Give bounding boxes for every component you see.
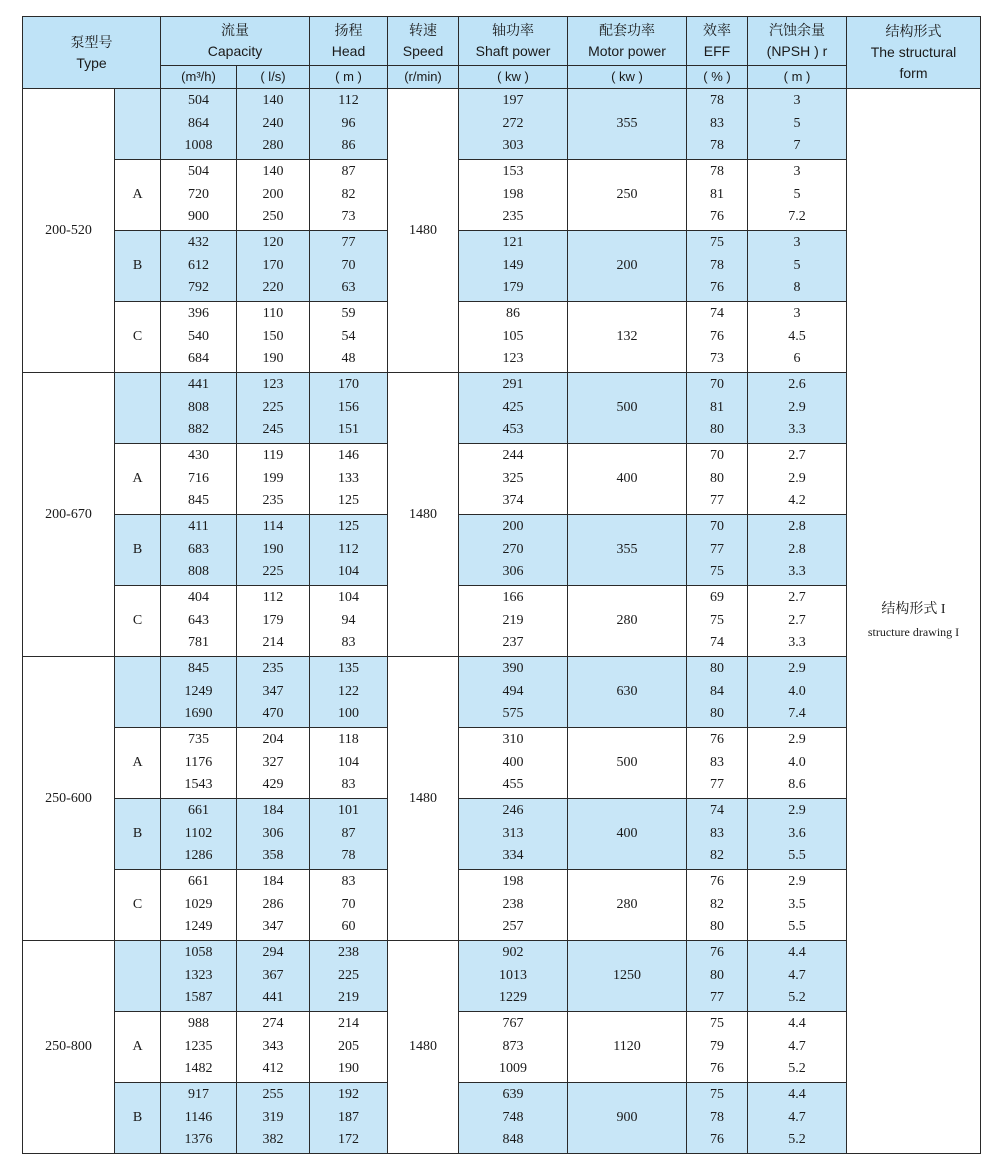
variant-cell: C — [115, 302, 161, 373]
variant-cell: C — [115, 870, 161, 941]
header-structure — [847, 17, 981, 89]
head-cell: 112 96 86 — [310, 89, 388, 160]
unit-shaft: ( kw ) — [459, 66, 568, 89]
head-cell: 101 87 78 — [310, 799, 388, 870]
motor-power-cell: 500 — [568, 373, 687, 444]
pump-type-cell: 200-670 — [23, 373, 115, 657]
eff-cell: 78 83 78 — [687, 89, 748, 160]
head-cell: 170 156 151 — [310, 373, 388, 444]
header-capacity — [161, 17, 310, 66]
header-eff-cn: 效率 — [703, 22, 731, 38]
header-npsh — [748, 17, 847, 66]
npsh-cell: 4.4 4.7 5.2 — [748, 941, 847, 1012]
speed-cell: 1480 — [388, 89, 459, 373]
motor-power-cell: 280 — [568, 586, 687, 657]
table-row — [23, 515, 981, 586]
head-cell: 146 133 125 — [310, 444, 388, 515]
npsh-cell: 3 4.5 6 — [748, 302, 847, 373]
header-speed-cn: 转速 — [409, 22, 437, 38]
shaft-power-cell: 902 1013 1229 — [459, 941, 568, 1012]
npsh-cell: 2.7 2.9 4.2 — [748, 444, 847, 515]
npsh-cell: 2.9 4.0 8.6 — [748, 728, 847, 799]
eff-cell: 76 83 77 — [687, 728, 748, 799]
motor-power-cell: 500 — [568, 728, 687, 799]
shaft-power-cell: 767 873 1009 — [459, 1012, 568, 1083]
head-cell: 87 82 73 — [310, 160, 388, 231]
capacity-ls-cell: 274 343 412 — [237, 1012, 310, 1083]
motor-power-cell: 355 — [568, 89, 687, 160]
head-cell: 192 187 172 — [310, 1083, 388, 1154]
capacity-m3h-cell: 504 864 1008 — [161, 89, 237, 160]
shaft-power-cell: 390 494 575 — [459, 657, 568, 728]
header-head — [310, 17, 388, 66]
table-row — [23, 444, 981, 515]
table-body — [23, 89, 981, 1154]
capacity-m3h-cell: 441 808 882 — [161, 373, 237, 444]
unit-speed: (r/min) — [388, 66, 459, 89]
header-eff-en: EFF — [703, 43, 731, 59]
motor-power-cell: 400 — [568, 799, 687, 870]
header-capacity-en: Capacity — [207, 43, 263, 59]
unit-eff: ( % ) — [687, 66, 748, 89]
header-shaft-en: Shaft power — [475, 43, 551, 59]
variant-cell: B — [115, 799, 161, 870]
shaft-power-cell: 166 219 237 — [459, 586, 568, 657]
pump-performance-table — [22, 16, 981, 1154]
head-cell: 125 112 104 — [310, 515, 388, 586]
motor-power-cell: 1120 — [568, 1012, 687, 1083]
table-row — [23, 89, 981, 160]
eff-cell: 75 78 76 — [687, 231, 748, 302]
variant-cell: C — [115, 586, 161, 657]
capacity-m3h-cell: 988 1235 1482 — [161, 1012, 237, 1083]
capacity-m3h-cell: 917 1146 1376 — [161, 1083, 237, 1154]
capacity-ls-cell: 140 240 280 — [237, 89, 310, 160]
header-head-cn: 扬程 — [334, 22, 363, 38]
shaft-power-cell: 291 425 453 — [459, 373, 568, 444]
npsh-cell: 2.7 2.7 3.3 — [748, 586, 847, 657]
table-row — [23, 586, 981, 657]
shaft-power-cell: 153 198 235 — [459, 160, 568, 231]
unit-motor: ( kw ) — [568, 66, 687, 89]
eff-cell: 75 79 76 — [687, 1012, 748, 1083]
structure-en: structure drawing I — [867, 625, 960, 639]
capacity-ls-cell: 235 347 470 — [237, 657, 310, 728]
table-row — [23, 302, 981, 373]
capacity-ls-cell: 123 225 245 — [237, 373, 310, 444]
capacity-m3h-cell: 430 716 845 — [161, 444, 237, 515]
capacity-ls-cell: 112 179 214 — [237, 586, 310, 657]
npsh-cell: 3 5 8 — [748, 231, 847, 302]
head-cell: 135 122 100 — [310, 657, 388, 728]
table-row — [23, 657, 981, 728]
header-capacity-cn: 流量 — [221, 22, 249, 38]
header-type-en: Type — [76, 54, 107, 71]
motor-power-cell: 630 — [568, 657, 687, 728]
header-npsh-en: (NPSH ) r — [766, 43, 828, 59]
shaft-power-cell: 200 270 306 — [459, 515, 568, 586]
capacity-m3h-cell: 504 720 900 — [161, 160, 237, 231]
variant-cell — [115, 89, 161, 160]
unit-capacity-ls: ( l/s) — [237, 66, 310, 89]
eff-cell: 78 81 76 — [687, 160, 748, 231]
header-eff — [687, 17, 748, 66]
shaft-power-cell: 310 400 455 — [459, 728, 568, 799]
capacity-ls-cell: 110 150 190 — [237, 302, 310, 373]
capacity-m3h-cell: 411 683 808 — [161, 515, 237, 586]
capacity-ls-cell: 119 199 235 — [237, 444, 310, 515]
capacity-m3h-cell: 845 1249 1690 — [161, 657, 237, 728]
capacity-m3h-cell: 396 540 684 — [161, 302, 237, 373]
shaft-power-cell: 244 325 374 — [459, 444, 568, 515]
header-motor-en: Motor power — [588, 43, 666, 59]
table-row — [23, 1083, 981, 1154]
capacity-ls-cell: 140 200 250 — [237, 160, 310, 231]
motor-power-cell: 250 — [568, 160, 687, 231]
head-cell: 118 104 83 — [310, 728, 388, 799]
npsh-cell: 2.8 2.8 3.3 — [748, 515, 847, 586]
capacity-m3h-cell: 661 1102 1286 — [161, 799, 237, 870]
head-cell: 59 54 48 — [310, 302, 388, 373]
table-row — [23, 373, 981, 444]
variant-cell: A — [115, 160, 161, 231]
head-cell: 214 205 190 — [310, 1012, 388, 1083]
motor-power-cell: 355 — [568, 515, 687, 586]
header-npsh-cn: 汽蚀余量 — [769, 22, 825, 38]
npsh-cell: 4.4 4.7 5.2 — [748, 1012, 847, 1083]
speed-cell: 1480 — [388, 373, 459, 657]
table-row — [23, 231, 981, 302]
header-shaft-cn: 轴功率 — [492, 22, 534, 38]
structure-cn: 结构形式 I — [881, 602, 946, 617]
variant-cell — [115, 373, 161, 444]
variant-cell: A — [115, 444, 161, 515]
table-row — [23, 941, 981, 1012]
motor-power-cell: 280 — [568, 870, 687, 941]
variant-cell — [115, 657, 161, 728]
motor-power-cell: 1250 — [568, 941, 687, 1012]
header-struct-en: The structural form — [870, 44, 957, 81]
motor-power-cell: 132 — [568, 302, 687, 373]
table-row — [23, 799, 981, 870]
eff-cell: 69 75 74 — [687, 586, 748, 657]
capacity-ls-cell: 294 367 441 — [237, 941, 310, 1012]
table-row — [23, 728, 981, 799]
header-motor-cn: 配套功率 — [599, 22, 655, 38]
eff-cell: 76 80 77 — [687, 941, 748, 1012]
motor-power-cell: 200 — [568, 231, 687, 302]
shaft-power-cell: 198 238 257 — [459, 870, 568, 941]
head-cell: 83 70 60 — [310, 870, 388, 941]
capacity-ls-cell: 184 306 358 — [237, 799, 310, 870]
unit-npsh: ( m ) — [748, 66, 847, 89]
npsh-cell: 2.9 3.6 5.5 — [748, 799, 847, 870]
variant-cell: B — [115, 515, 161, 586]
capacity-m3h-cell: 432 612 792 — [161, 231, 237, 302]
variant-cell: A — [115, 1012, 161, 1083]
shaft-power-cell: 197 272 303 — [459, 89, 568, 160]
variant-cell — [115, 941, 161, 1012]
table-row — [23, 1012, 981, 1083]
capacity-ls-cell: 204 327 429 — [237, 728, 310, 799]
variant-cell: B — [115, 1083, 161, 1154]
capacity-ls-cell: 120 170 220 — [237, 231, 310, 302]
npsh-cell: 2.9 4.0 7.4 — [748, 657, 847, 728]
shaft-power-cell: 121 149 179 — [459, 231, 568, 302]
capacity-ls-cell: 184 286 347 — [237, 870, 310, 941]
speed-cell: 1480 — [388, 657, 459, 941]
unit-capacity-m3h: (m³/h) — [161, 66, 237, 89]
shaft-power-cell: 639 748 848 — [459, 1083, 568, 1154]
shaft-power-cell: 86 105 123 — [459, 302, 568, 373]
table-row — [23, 160, 981, 231]
eff-cell: 70 77 75 — [687, 515, 748, 586]
header-speed — [388, 17, 459, 66]
capacity-m3h-cell: 735 1176 1543 — [161, 728, 237, 799]
eff-cell: 76 82 80 — [687, 870, 748, 941]
capacity-m3h-cell: 404 643 781 — [161, 586, 237, 657]
header-motor-power — [568, 17, 687, 66]
head-cell: 238 225 219 — [310, 941, 388, 1012]
npsh-cell: 2.9 3.5 5.5 — [748, 870, 847, 941]
header-head-en: Head — [331, 43, 366, 59]
eff-cell: 75 78 76 — [687, 1083, 748, 1154]
variant-cell: A — [115, 728, 161, 799]
head-cell: 77 70 63 — [310, 231, 388, 302]
header-type — [23, 17, 161, 89]
header-struct-cn: 结构形式 — [885, 23, 942, 39]
table-header — [23, 17, 981, 89]
structure-cell — [847, 89, 981, 1154]
pump-type-cell: 250-800 — [23, 941, 115, 1154]
eff-cell: 74 83 82 — [687, 799, 748, 870]
table-row — [23, 870, 981, 941]
motor-power-cell: 400 — [568, 444, 687, 515]
pump-type-cell: 200-520 — [23, 89, 115, 373]
head-cell: 104 94 83 — [310, 586, 388, 657]
npsh-cell: 2.6 2.9 3.3 — [748, 373, 847, 444]
capacity-ls-cell: 255 319 382 — [237, 1083, 310, 1154]
speed-cell: 1480 — [388, 941, 459, 1154]
shaft-power-cell: 246 313 334 — [459, 799, 568, 870]
eff-cell: 74 76 73 — [687, 302, 748, 373]
npsh-cell: 3 5 7.2 — [748, 160, 847, 231]
npsh-cell: 4.4 4.7 5.2 — [748, 1083, 847, 1154]
capacity-m3h-cell: 661 1029 1249 — [161, 870, 237, 941]
eff-cell: 70 80 77 — [687, 444, 748, 515]
variant-cell: B — [115, 231, 161, 302]
npsh-cell: 3 5 7 — [748, 89, 847, 160]
header-speed-en: Speed — [402, 43, 444, 59]
header-type-cn: 泵型号 — [70, 33, 113, 50]
eff-cell: 70 81 80 — [687, 373, 748, 444]
header-shaft-power — [459, 17, 568, 66]
pump-type-cell: 250-600 — [23, 657, 115, 941]
eff-cell: 80 84 80 — [687, 657, 748, 728]
motor-power-cell: 900 — [568, 1083, 687, 1154]
unit-head: ( m ) — [310, 66, 388, 89]
capacity-m3h-cell: 1058 1323 1587 — [161, 941, 237, 1012]
capacity-ls-cell: 114 190 225 — [237, 515, 310, 586]
